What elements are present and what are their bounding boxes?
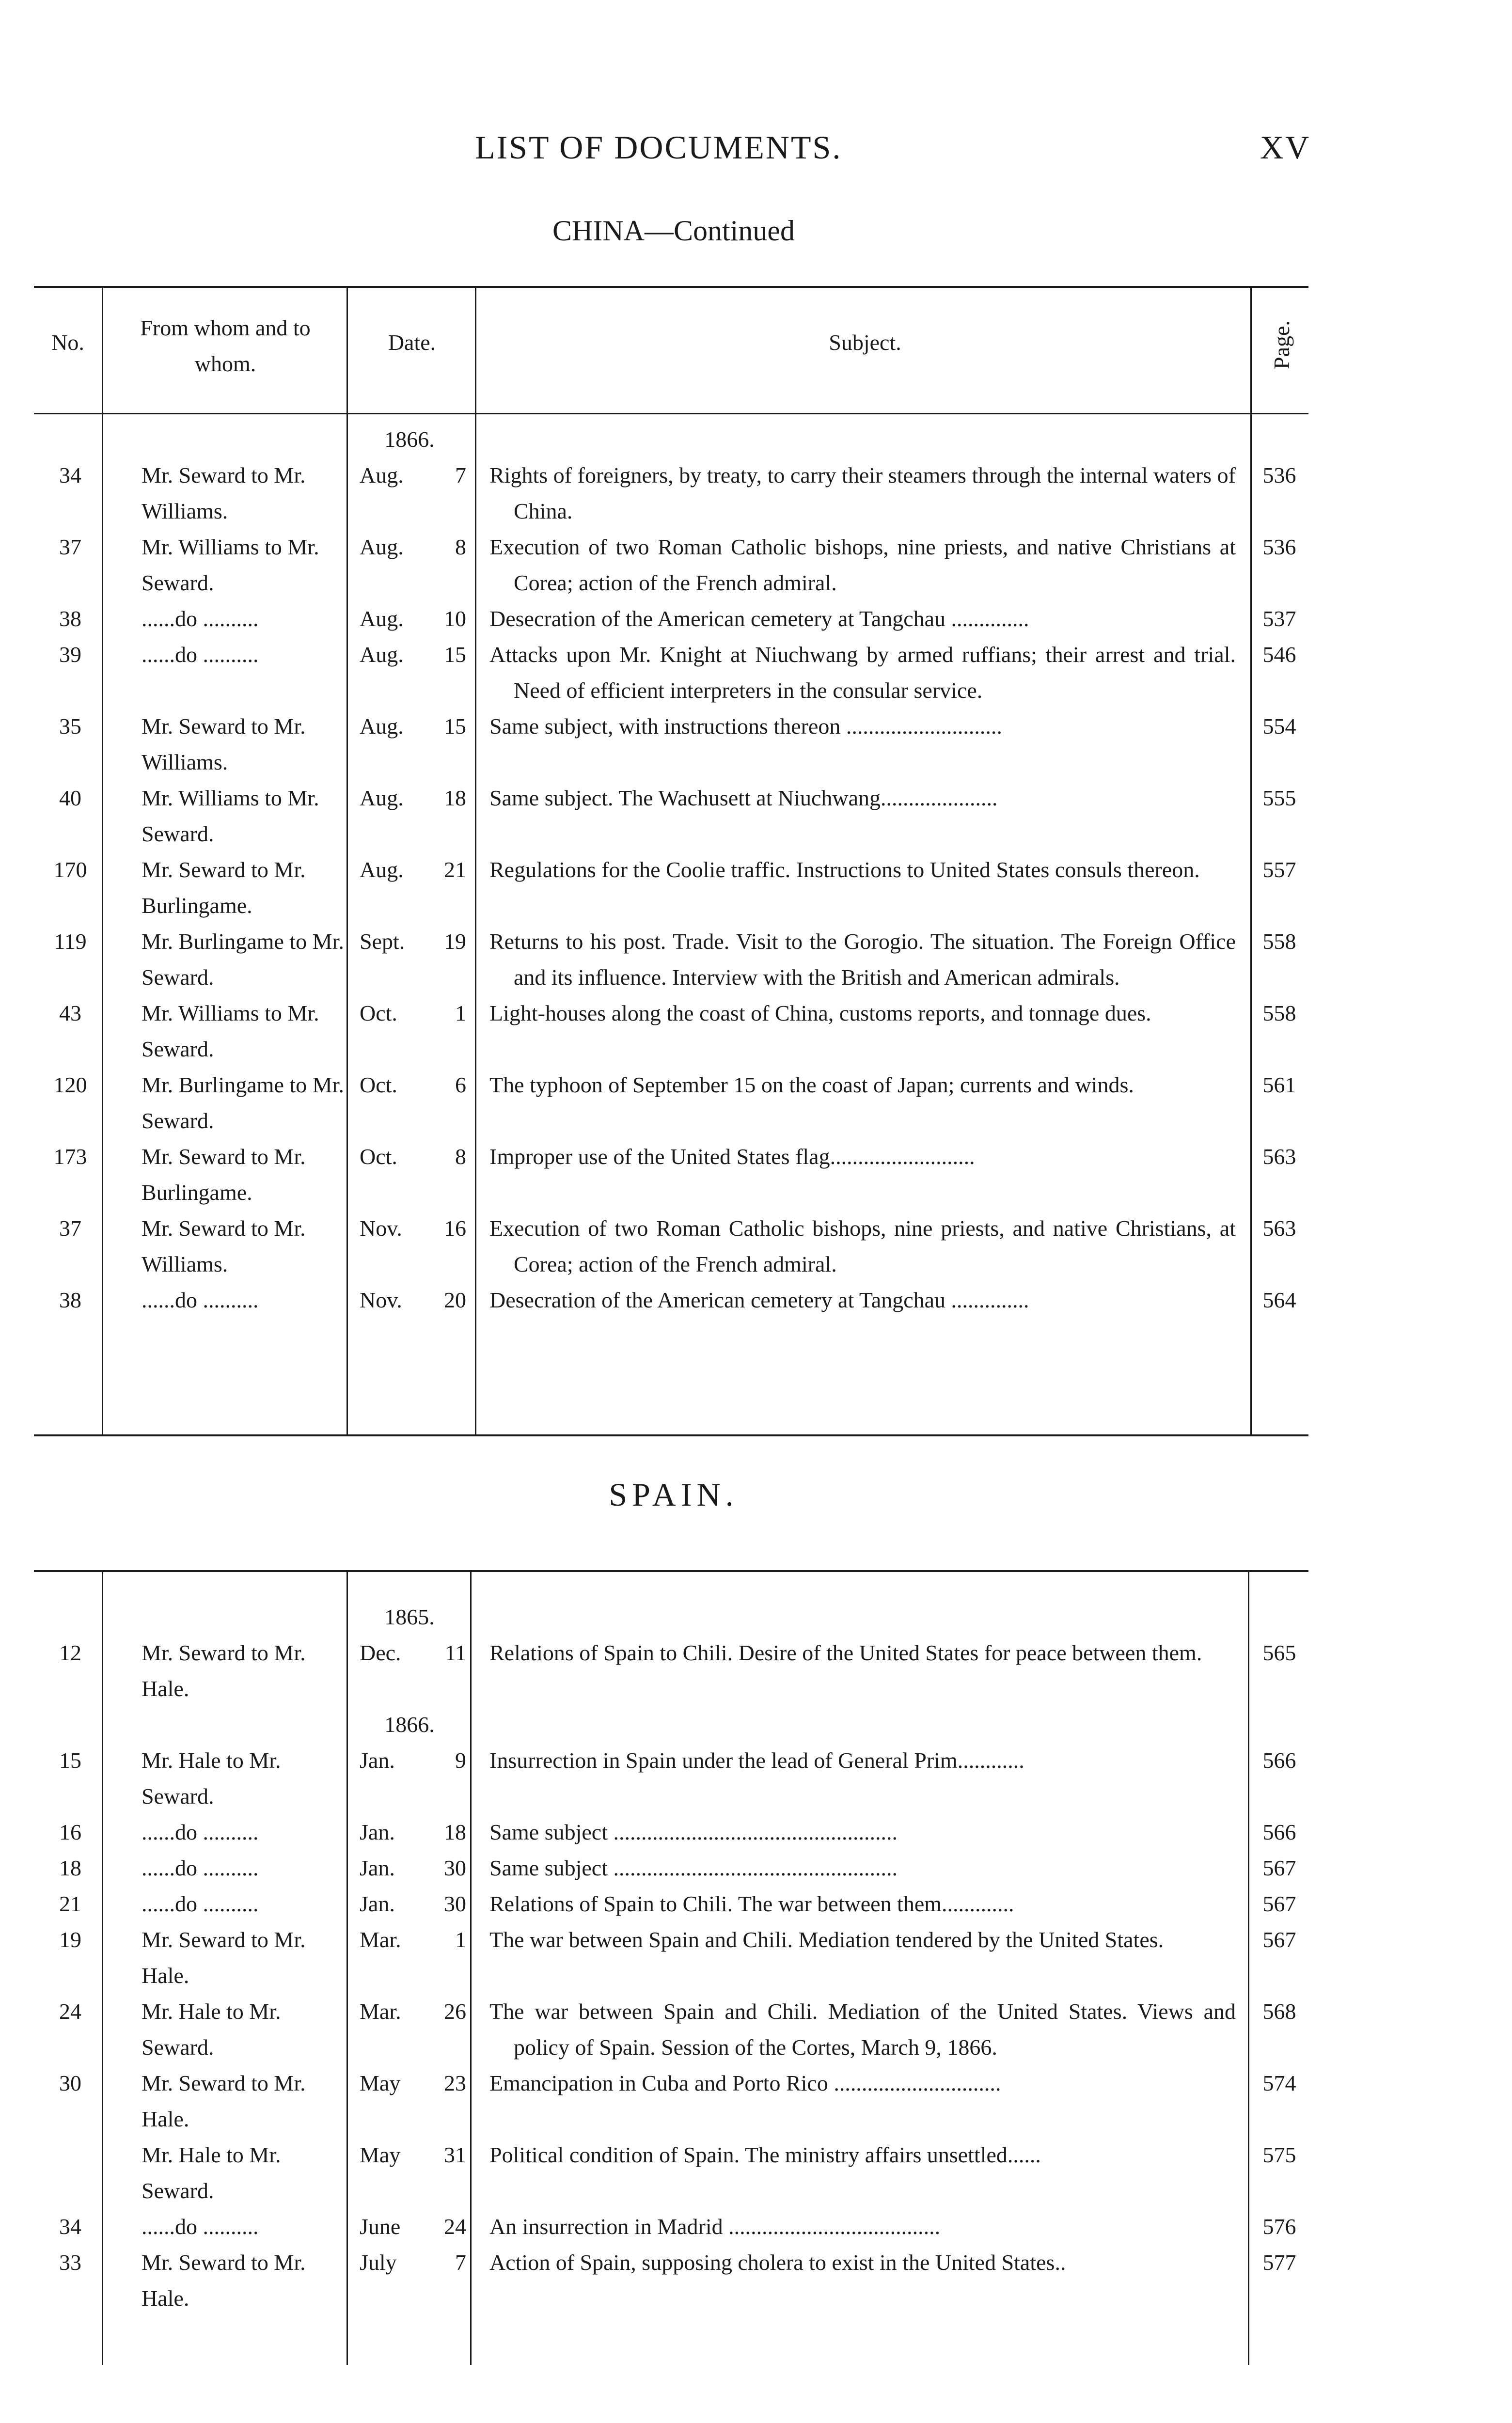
correspondent: Mr. Williams to Mr. Seward. xyxy=(142,786,319,846)
doc-number: 21 xyxy=(59,1891,81,1916)
table-row xyxy=(34,1635,1308,1707)
date-month: Aug. xyxy=(360,535,404,559)
correspondent: Mr. Seward to Mr. Williams. xyxy=(142,1216,306,1276)
date-month: Aug. xyxy=(360,463,404,488)
page-ref: 558 xyxy=(1262,1001,1296,1025)
china-documents-table xyxy=(34,286,1308,1439)
date-month: May xyxy=(360,2071,401,2095)
doc-number: 119 xyxy=(54,929,87,954)
page-ref: 555 xyxy=(1262,786,1296,810)
date-day: 1 xyxy=(455,1001,466,1025)
correspondent: ......do .......... xyxy=(142,1891,259,1916)
correspondent: Mr. Seward to Mr. Williams. xyxy=(142,714,306,774)
date-month: Mar. xyxy=(360,1927,401,1952)
doc-number: 43 xyxy=(59,1001,81,1025)
table-row xyxy=(34,1850,1308,1886)
table-row xyxy=(34,708,1308,780)
table-row xyxy=(34,457,1308,529)
correspondent: ......do .......... xyxy=(142,1288,259,1312)
date-day: 24 xyxy=(444,2214,466,2239)
table-row xyxy=(34,2209,1308,2245)
spain-rows xyxy=(34,1599,1308,2316)
page-ref: 567 xyxy=(1262,1927,1296,1952)
date-day: 20 xyxy=(444,1288,466,1312)
doc-number: 24 xyxy=(59,1999,81,2024)
subject-text: Returns to his post. Trade. Visit to the Gorogio. The situation. The Foreign Office and its influence. Interview with the British and American admirals. xyxy=(489,929,1236,990)
china-rows xyxy=(34,422,1308,1318)
table-row xyxy=(34,637,1308,708)
year-label: 1865. xyxy=(384,1605,435,1629)
doc-number: 19 xyxy=(59,1927,81,1952)
correspondent: Mr. Williams to Mr. Seward. xyxy=(142,535,319,595)
page-title: LIST OF DOCUMENTS. xyxy=(475,129,842,166)
subject-text: The typhoon of September 15 on the coast of Japan; currents and winds. xyxy=(489,1072,1134,1097)
page-ref: 558 xyxy=(1262,929,1296,954)
doc-number: 18 xyxy=(59,1856,81,1880)
correspondent: Mr. Seward to Mr. Hale. xyxy=(142,2071,306,2131)
page-ref: 568 xyxy=(1262,1999,1296,2024)
page-ref: 563 xyxy=(1262,1216,1296,1241)
table-row xyxy=(34,924,1308,995)
doc-number: 37 xyxy=(59,535,81,559)
date-day: 7 xyxy=(455,463,466,488)
subject-text: Rights of foreigners, by treaty, to carry their steamers through the internal waters of China. xyxy=(489,463,1236,523)
correspondent: Mr. Seward to Mr. Hale. xyxy=(142,2250,306,2311)
spain-documents-table xyxy=(34,1570,1308,2365)
date-month: Jan. xyxy=(360,1820,395,1844)
table-row xyxy=(34,1743,1308,1814)
column-header-page: Page. xyxy=(1269,320,1294,369)
subject-text: Same subject, with instructions thereon ............................ xyxy=(489,714,1002,739)
date-month: Jan. xyxy=(360,1856,395,1880)
doc-number: 40 xyxy=(59,786,81,810)
page-ref: 566 xyxy=(1262,1820,1296,1844)
date-day: 15 xyxy=(444,642,466,667)
doc-number: 38 xyxy=(59,606,81,631)
date-month: Sept. xyxy=(360,929,405,954)
year-label: 1866. xyxy=(384,1712,435,1737)
table-row xyxy=(34,1814,1308,1850)
subject-text: Light-houses along the coast of China, customs reports, and tonnage dues. xyxy=(489,1001,1151,1025)
table-row xyxy=(34,780,1308,852)
table-row xyxy=(34,1282,1308,1318)
date-month: June xyxy=(360,2214,401,2239)
year-label: 1866. xyxy=(384,427,435,452)
correspondent: Mr. Williams to Mr. Seward. xyxy=(142,1001,319,1061)
doc-number: 16 xyxy=(59,1820,81,1844)
date-day: 15 xyxy=(444,714,466,739)
doc-number: 170 xyxy=(53,857,87,882)
date-day: 10 xyxy=(444,606,466,631)
correspondent: Mr. Seward to Mr. Hale. xyxy=(142,1927,306,1988)
doc-number: 34 xyxy=(59,2214,81,2239)
table-row xyxy=(34,1139,1308,1211)
date-day: 30 xyxy=(444,1891,466,1916)
table-row xyxy=(34,1211,1308,1282)
date-day: 18 xyxy=(444,1820,466,1844)
page-ref: 566 xyxy=(1262,1748,1296,1773)
table-row xyxy=(34,529,1308,601)
date-day: 30 xyxy=(444,1856,466,1880)
table-bottom-rule xyxy=(34,1434,1308,1436)
correspondent: ......do .......... xyxy=(142,606,259,631)
date-month: Aug. xyxy=(360,786,404,810)
subject-text: Same subject. The Wachusett at Niuchwang..................... xyxy=(489,786,998,810)
header-bottom-rule xyxy=(34,413,1308,414)
date-month: Oct. xyxy=(360,1144,397,1169)
page-ref: 561 xyxy=(1262,1072,1296,1097)
page-ref: 577 xyxy=(1262,2250,1296,2275)
date-month: Mar. xyxy=(360,1999,401,2024)
date-month: Jan. xyxy=(360,1891,395,1916)
date-month: Aug. xyxy=(360,857,404,882)
date-day: 23 xyxy=(444,2071,466,2095)
doc-number: 37 xyxy=(59,1216,81,1241)
page-number: XV xyxy=(1260,129,1311,166)
subject-text: Desecration of the American cemetery at Tangchau .............. xyxy=(489,606,1029,631)
page-ref: 567 xyxy=(1262,1856,1296,1880)
subject-text: Regulations for the Coolie traffic. Instructions to United States consuls thereon. xyxy=(489,857,1200,882)
subject-text: The war between Spain and Chili. Mediation of the United States. Views and policy of Spain. Session of the Cortes, March 9, 1866. xyxy=(489,1999,1236,2060)
subject-text: Insurrection in Spain under the lead of General Prim............ xyxy=(489,1748,1024,1773)
column-header-date: Date. xyxy=(388,330,436,355)
table-row xyxy=(34,1922,1308,1994)
date-day: 31 xyxy=(444,2142,466,2167)
correspondent: Mr. Seward to Mr. Burlingame. xyxy=(142,857,306,918)
date-month: Jan. xyxy=(360,1748,395,1773)
page-ref: 567 xyxy=(1262,1891,1296,1916)
page-ref: 565 xyxy=(1262,1640,1296,1665)
date-month: May xyxy=(360,2142,401,2167)
subject-text: Execution of two Roman Catholic bishops, nine priests, and native Christians at Corea; action of the French admiral. xyxy=(489,535,1236,595)
page-ref: 576 xyxy=(1262,2214,1296,2239)
date-month: Nov. xyxy=(360,1288,402,1312)
date-day: 1 xyxy=(455,1927,466,1952)
table-top-rule xyxy=(34,286,1308,288)
correspondent: ......do .......... xyxy=(142,1820,259,1844)
date-month: Oct. xyxy=(360,1072,397,1097)
subject-text: Relations of Spain to Chili. The war between them............. xyxy=(489,1891,1014,1916)
date-day: 9 xyxy=(455,1748,466,1773)
correspondent: Mr. Burlingame to Mr. Seward. xyxy=(142,1072,344,1133)
spain-section-heading: SPAIN. xyxy=(609,1476,739,1513)
table-row xyxy=(34,2245,1308,2316)
page-ref: 574 xyxy=(1262,2071,1296,2095)
date-month: Oct. xyxy=(360,1001,397,1025)
date-day: 11 xyxy=(444,1640,466,1665)
date-month: Aug. xyxy=(360,642,404,667)
subject-text: Same subject ................................................... xyxy=(489,1820,898,1844)
column-header-from: From whom and to whom. xyxy=(140,315,311,376)
doc-number: 173 xyxy=(53,1144,87,1169)
date-day: 18 xyxy=(444,786,466,810)
doc-number xyxy=(34,2137,107,2209)
subject-text: Improper use of the United States flag.......................... xyxy=(489,1144,975,1169)
subject-text: Action of Spain, supposing cholera to exist in the United States.. xyxy=(489,2250,1066,2275)
date-month: Nov. xyxy=(360,1216,402,1241)
table-row xyxy=(34,1067,1308,1139)
date-day: 7 xyxy=(455,2250,466,2275)
doc-number: 15 xyxy=(59,1748,81,1773)
date-day: 8 xyxy=(455,1144,466,1169)
table-row xyxy=(34,995,1308,1067)
table-row xyxy=(34,1994,1308,2065)
date-day: 16 xyxy=(444,1216,466,1241)
page-ref: 575 xyxy=(1262,2142,1296,2167)
subject-text: An insurrection in Madrid ...................................... xyxy=(489,2214,941,2239)
doc-number: 38 xyxy=(59,1288,81,1312)
doc-number: 30 xyxy=(59,2071,81,2095)
page-header xyxy=(0,128,1512,182)
correspondent: Mr. Seward to Mr. Hale. xyxy=(142,1640,306,1701)
correspondent: Mr. Seward to Mr. Williams. xyxy=(142,463,306,523)
date-month: July xyxy=(360,2250,397,2275)
china-section-heading: CHINA—Continued xyxy=(552,215,795,247)
table-top-rule xyxy=(34,1570,1308,1572)
year-row xyxy=(34,422,1308,457)
correspondent: Mr. Hale to Mr. Seward. xyxy=(142,1999,281,2060)
year-row xyxy=(34,1599,1308,1635)
date-day: 21 xyxy=(444,857,466,882)
date-day: 19 xyxy=(444,929,466,954)
page-ref: 554 xyxy=(1262,714,1296,739)
page-ref: 557 xyxy=(1262,857,1296,882)
subject-text: Execution of two Roman Catholic bishops, nine priests, and native Christians, at Corea; action of the French admiral. xyxy=(489,1216,1236,1276)
correspondent: Mr. Hale to Mr. Seward. xyxy=(142,2142,281,2203)
page-ref: 546 xyxy=(1262,642,1296,667)
table-row xyxy=(34,1886,1308,1922)
subject-text: Emancipation in Cuba and Porto Rico .............................. xyxy=(489,2071,1001,2095)
doc-number: 12 xyxy=(59,1640,81,1665)
correspondent: ......do .......... xyxy=(142,1856,259,1880)
table-row xyxy=(34,2065,1308,2137)
subject-text: Political condition of Spain. The ministry affairs unsettled...... xyxy=(489,2142,1041,2167)
doc-number: 35 xyxy=(59,714,81,739)
date-day: 8 xyxy=(455,535,466,559)
table-row xyxy=(34,852,1308,924)
correspondent: ......do .......... xyxy=(142,2214,259,2239)
page-ref: 563 xyxy=(1262,1144,1296,1169)
page-ref: 537 xyxy=(1262,606,1296,631)
doc-number: 34 xyxy=(59,463,81,488)
year-row xyxy=(34,1707,1308,1743)
table-row xyxy=(34,2137,1308,2209)
subject-text: The war between Spain and Chili. Mediation tendered by the United States. xyxy=(489,1927,1164,1952)
correspondent: ......do .......... xyxy=(142,642,259,667)
correspondent: Mr. Seward to Mr. Burlingame. xyxy=(142,1144,306,1205)
subject-text: Attacks upon Mr. Knight at Niuchwang by armed ruffians; their arrest and trial. Need of efficient interpreters in the consular service. xyxy=(489,642,1236,703)
page-ref: 564 xyxy=(1262,1288,1296,1312)
date-day: 26 xyxy=(444,1999,466,2024)
subject-text: Same subject ................................................... xyxy=(489,1856,898,1880)
correspondent: Mr. Hale to Mr. Seward. xyxy=(142,1748,281,1809)
page-ref: 536 xyxy=(1262,463,1296,488)
date-month: Aug. xyxy=(360,606,404,631)
subject-text: Relations of Spain to Chili. Desire of the United States for peace between them. xyxy=(489,1640,1202,1665)
subject-text: Desecration of the American cemetery at Tangchau .............. xyxy=(489,1288,1029,1312)
doc-number: 39 xyxy=(59,642,81,667)
doc-number: 33 xyxy=(59,2250,81,2275)
date-month: Dec. xyxy=(360,1640,401,1665)
table-row xyxy=(34,601,1308,637)
date-month: Aug. xyxy=(360,714,404,739)
correspondent: Mr. Burlingame to Mr. Seward. xyxy=(142,929,344,990)
doc-number: 120 xyxy=(53,1072,87,1097)
column-header-no: No. xyxy=(51,330,84,355)
page-ref: 536 xyxy=(1262,535,1296,559)
date-day: 6 xyxy=(455,1072,466,1097)
column-header-subject: Subject. xyxy=(829,330,901,355)
